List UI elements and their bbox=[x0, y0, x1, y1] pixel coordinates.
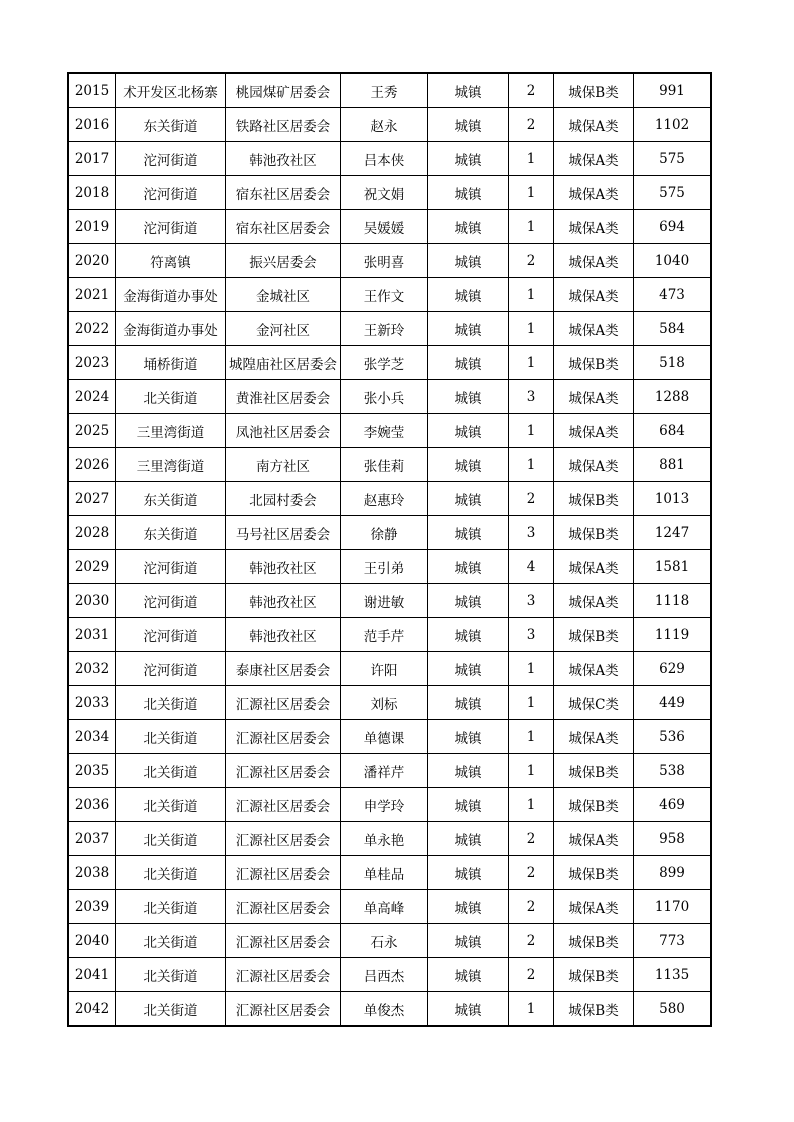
category-cell: 城保A类 bbox=[554, 584, 634, 618]
name-cell: 赵惠玲 bbox=[341, 482, 428, 516]
amount-cell: 629 bbox=[634, 652, 712, 686]
amount-cell: 1013 bbox=[634, 482, 712, 516]
name-cell: 张学芝 bbox=[341, 346, 428, 380]
household-count-cell: 1 bbox=[509, 788, 554, 822]
table-row bbox=[68, 108, 711, 142]
street-cell: 北关街道 bbox=[116, 754, 226, 788]
amount-cell: 536 bbox=[634, 720, 712, 754]
amount-cell: 584 bbox=[634, 312, 712, 346]
table-row bbox=[68, 584, 711, 618]
residence-type-cell: 城镇 bbox=[428, 924, 509, 958]
name-cell: 张明喜 bbox=[341, 244, 428, 278]
street-cell: 东关街道 bbox=[116, 516, 226, 550]
household-count-cell: 3 bbox=[509, 618, 554, 652]
table-row bbox=[68, 482, 711, 516]
community-cell: 北园村委会 bbox=[226, 482, 341, 516]
household-count-cell: 2 bbox=[509, 244, 554, 278]
community-cell: 城隍庙社区居委会 bbox=[226, 346, 341, 380]
table-row bbox=[68, 448, 711, 482]
street-cell: 北关街道 bbox=[116, 380, 226, 414]
street-cell: 沱河街道 bbox=[116, 176, 226, 210]
category-cell: 城保B类 bbox=[554, 346, 634, 380]
table-row bbox=[68, 516, 711, 550]
table-row bbox=[68, 278, 711, 312]
amount-cell: 991 bbox=[634, 73, 712, 108]
amount-cell: 518 bbox=[634, 346, 712, 380]
amount-cell: 580 bbox=[634, 992, 712, 1027]
amount-cell: 469 bbox=[634, 788, 712, 822]
name-cell: 单永艳 bbox=[341, 822, 428, 856]
category-cell: 城保A类 bbox=[554, 380, 634, 414]
amount-cell: 575 bbox=[634, 142, 712, 176]
household-count-cell: 2 bbox=[509, 822, 554, 856]
household-count-cell: 2 bbox=[509, 73, 554, 108]
table-row bbox=[68, 176, 711, 210]
street-cell: 术开发区北杨寨 bbox=[116, 73, 226, 108]
table-row bbox=[68, 142, 711, 176]
row-id-cell: 2020 bbox=[68, 244, 116, 278]
household-count-cell: 1 bbox=[509, 720, 554, 754]
table-row bbox=[68, 822, 711, 856]
row-id-cell: 2029 bbox=[68, 550, 116, 584]
residence-type-cell: 城镇 bbox=[428, 992, 509, 1027]
table-row bbox=[68, 686, 711, 720]
row-id-cell: 2040 bbox=[68, 924, 116, 958]
category-cell: 城保A类 bbox=[554, 448, 634, 482]
row-id-cell: 2035 bbox=[68, 754, 116, 788]
row-id-cell: 2017 bbox=[68, 142, 116, 176]
residence-type-cell: 城镇 bbox=[428, 958, 509, 992]
data-table bbox=[67, 72, 712, 1027]
amount-cell: 449 bbox=[634, 686, 712, 720]
street-cell: 北关街道 bbox=[116, 686, 226, 720]
category-cell: 城保B类 bbox=[554, 856, 634, 890]
street-cell: 沱河街道 bbox=[116, 210, 226, 244]
name-cell: 李婉莹 bbox=[341, 414, 428, 448]
category-cell: 城保B类 bbox=[554, 754, 634, 788]
household-count-cell: 2 bbox=[509, 924, 554, 958]
amount-cell: 694 bbox=[634, 210, 712, 244]
street-cell: 东关街道 bbox=[116, 482, 226, 516]
amount-cell: 881 bbox=[634, 448, 712, 482]
community-cell: 汇源社区居委会 bbox=[226, 686, 341, 720]
residence-type-cell: 城镇 bbox=[428, 822, 509, 856]
category-cell: 城保A类 bbox=[554, 414, 634, 448]
table-row bbox=[68, 992, 711, 1027]
street-cell: 沱河街道 bbox=[116, 618, 226, 652]
community-cell: 金河社区 bbox=[226, 312, 341, 346]
community-cell: 汇源社区居委会 bbox=[226, 822, 341, 856]
row-id-cell: 2016 bbox=[68, 108, 116, 142]
name-cell: 王作文 bbox=[341, 278, 428, 312]
row-id-cell: 2032 bbox=[68, 652, 116, 686]
community-cell: 南方社区 bbox=[226, 448, 341, 482]
category-cell: 城保A类 bbox=[554, 550, 634, 584]
amount-cell: 575 bbox=[634, 176, 712, 210]
table-row bbox=[68, 346, 711, 380]
household-count-cell: 3 bbox=[509, 380, 554, 414]
residence-type-cell: 城镇 bbox=[428, 312, 509, 346]
street-cell: 埇桥街道 bbox=[116, 346, 226, 380]
street-cell: 北关街道 bbox=[116, 924, 226, 958]
amount-cell: 1247 bbox=[634, 516, 712, 550]
row-id-cell: 2041 bbox=[68, 958, 116, 992]
household-count-cell: 2 bbox=[509, 482, 554, 516]
household-count-cell: 2 bbox=[509, 856, 554, 890]
household-count-cell: 2 bbox=[509, 958, 554, 992]
household-count-cell: 1 bbox=[509, 278, 554, 312]
residence-type-cell: 城镇 bbox=[428, 346, 509, 380]
table-row bbox=[68, 856, 711, 890]
street-cell: 北关街道 bbox=[116, 788, 226, 822]
residence-type-cell: 城镇 bbox=[428, 550, 509, 584]
community-cell: 振兴居委会 bbox=[226, 244, 341, 278]
table-row bbox=[68, 244, 711, 278]
table-row bbox=[68, 788, 711, 822]
residence-type-cell: 城镇 bbox=[428, 73, 509, 108]
household-count-cell: 2 bbox=[509, 108, 554, 142]
community-cell: 汇源社区居委会 bbox=[226, 992, 341, 1027]
household-count-cell: 3 bbox=[509, 584, 554, 618]
row-id-cell: 2038 bbox=[68, 856, 116, 890]
name-cell: 单德课 bbox=[341, 720, 428, 754]
street-cell: 北关街道 bbox=[116, 720, 226, 754]
row-id-cell: 2021 bbox=[68, 278, 116, 312]
table-row bbox=[68, 958, 711, 992]
street-cell: 北关街道 bbox=[116, 856, 226, 890]
community-cell: 汇源社区居委会 bbox=[226, 856, 341, 890]
category-cell: 城保B类 bbox=[554, 958, 634, 992]
row-id-cell: 2026 bbox=[68, 448, 116, 482]
street-cell: 北关街道 bbox=[116, 890, 226, 924]
community-cell: 马号社区居委会 bbox=[226, 516, 341, 550]
residence-type-cell: 城镇 bbox=[428, 788, 509, 822]
street-cell: 金海街道办事处 bbox=[116, 278, 226, 312]
community-cell: 桃园煤矿居委会 bbox=[226, 73, 341, 108]
category-cell: 城保B类 bbox=[554, 992, 634, 1027]
community-cell: 金城社区 bbox=[226, 278, 341, 312]
row-id-cell: 2022 bbox=[68, 312, 116, 346]
community-cell: 汇源社区居委会 bbox=[226, 890, 341, 924]
residence-type-cell: 城镇 bbox=[428, 176, 509, 210]
amount-cell: 1119 bbox=[634, 618, 712, 652]
community-cell: 泰康社区居委会 bbox=[226, 652, 341, 686]
name-cell: 单俊杰 bbox=[341, 992, 428, 1027]
category-cell: 城保A类 bbox=[554, 176, 634, 210]
name-cell: 许阳 bbox=[341, 652, 428, 686]
row-id-cell: 2015 bbox=[68, 73, 116, 108]
residence-type-cell: 城镇 bbox=[428, 210, 509, 244]
row-id-cell: 2024 bbox=[68, 380, 116, 414]
household-count-cell: 1 bbox=[509, 992, 554, 1027]
street-cell: 北关街道 bbox=[116, 992, 226, 1027]
amount-cell: 899 bbox=[634, 856, 712, 890]
community-cell: 韩池孜社区 bbox=[226, 584, 341, 618]
category-cell: 城保B类 bbox=[554, 924, 634, 958]
household-count-cell: 1 bbox=[509, 448, 554, 482]
household-count-cell: 1 bbox=[509, 312, 554, 346]
street-cell: 沱河街道 bbox=[116, 142, 226, 176]
category-cell: 城保C类 bbox=[554, 686, 634, 720]
residence-type-cell: 城镇 bbox=[428, 142, 509, 176]
category-cell: 城保A类 bbox=[554, 108, 634, 142]
name-cell: 张小兵 bbox=[341, 380, 428, 414]
name-cell: 石永 bbox=[341, 924, 428, 958]
name-cell: 徐静 bbox=[341, 516, 428, 550]
community-cell: 汇源社区居委会 bbox=[226, 720, 341, 754]
category-cell: 城保A类 bbox=[554, 652, 634, 686]
amount-cell: 684 bbox=[634, 414, 712, 448]
table-row bbox=[68, 312, 711, 346]
name-cell: 申学玲 bbox=[341, 788, 428, 822]
household-count-cell: 1 bbox=[509, 754, 554, 788]
row-id-cell: 2025 bbox=[68, 414, 116, 448]
street-cell: 沱河街道 bbox=[116, 652, 226, 686]
residence-type-cell: 城镇 bbox=[428, 414, 509, 448]
household-count-cell: 1 bbox=[509, 210, 554, 244]
category-cell: 城保A类 bbox=[554, 278, 634, 312]
name-cell: 单桂品 bbox=[341, 856, 428, 890]
amount-cell: 1118 bbox=[634, 584, 712, 618]
name-cell: 吴媛媛 bbox=[341, 210, 428, 244]
category-cell: 城保B类 bbox=[554, 73, 634, 108]
street-cell: 三里湾街道 bbox=[116, 414, 226, 448]
community-cell: 铁路社区居委会 bbox=[226, 108, 341, 142]
street-cell: 金海街道办事处 bbox=[116, 312, 226, 346]
amount-cell: 1135 bbox=[634, 958, 712, 992]
row-id-cell: 2036 bbox=[68, 788, 116, 822]
community-cell: 黄淮社区居委会 bbox=[226, 380, 341, 414]
amount-cell: 473 bbox=[634, 278, 712, 312]
amount-cell: 1288 bbox=[634, 380, 712, 414]
residence-type-cell: 城镇 bbox=[428, 890, 509, 924]
category-cell: 城保B类 bbox=[554, 482, 634, 516]
row-id-cell: 2028 bbox=[68, 516, 116, 550]
amount-cell: 773 bbox=[634, 924, 712, 958]
row-id-cell: 2039 bbox=[68, 890, 116, 924]
category-cell: 城保B类 bbox=[554, 618, 634, 652]
name-cell: 王引弟 bbox=[341, 550, 428, 584]
residence-type-cell: 城镇 bbox=[428, 482, 509, 516]
table-row bbox=[68, 754, 711, 788]
category-cell: 城保B类 bbox=[554, 788, 634, 822]
household-count-cell: 1 bbox=[509, 686, 554, 720]
category-cell: 城保A类 bbox=[554, 822, 634, 856]
name-cell: 赵永 bbox=[341, 108, 428, 142]
household-count-cell: 1 bbox=[509, 176, 554, 210]
street-cell: 东关街道 bbox=[116, 108, 226, 142]
household-count-cell: 1 bbox=[509, 652, 554, 686]
table-row bbox=[68, 618, 711, 652]
name-cell: 张佳莉 bbox=[341, 448, 428, 482]
name-cell: 王新玲 bbox=[341, 312, 428, 346]
community-cell: 汇源社区居委会 bbox=[226, 924, 341, 958]
residence-type-cell: 城镇 bbox=[428, 108, 509, 142]
community-cell: 凤池社区居委会 bbox=[226, 414, 341, 448]
category-cell: 城保A类 bbox=[554, 720, 634, 754]
amount-cell: 1581 bbox=[634, 550, 712, 584]
row-id-cell: 2019 bbox=[68, 210, 116, 244]
street-cell: 符离镇 bbox=[116, 244, 226, 278]
row-id-cell: 2030 bbox=[68, 584, 116, 618]
table-row bbox=[68, 720, 711, 754]
name-cell: 祝文娟 bbox=[341, 176, 428, 210]
household-count-cell: 1 bbox=[509, 142, 554, 176]
row-id-cell: 2042 bbox=[68, 992, 116, 1027]
row-id-cell: 2018 bbox=[68, 176, 116, 210]
community-cell: 韩池孜社区 bbox=[226, 550, 341, 584]
residence-type-cell: 城镇 bbox=[428, 584, 509, 618]
category-cell: 城保B类 bbox=[554, 516, 634, 550]
name-cell: 吕本侠 bbox=[341, 142, 428, 176]
household-count-cell: 1 bbox=[509, 346, 554, 380]
residence-type-cell: 城镇 bbox=[428, 278, 509, 312]
residence-type-cell: 城镇 bbox=[428, 516, 509, 550]
row-id-cell: 2037 bbox=[68, 822, 116, 856]
household-count-cell: 2 bbox=[509, 890, 554, 924]
household-count-cell: 3 bbox=[509, 516, 554, 550]
category-cell: 城保A类 bbox=[554, 890, 634, 924]
residence-type-cell: 城镇 bbox=[428, 856, 509, 890]
street-cell: 三里湾街道 bbox=[116, 448, 226, 482]
row-id-cell: 2027 bbox=[68, 482, 116, 516]
category-cell: 城保A类 bbox=[554, 312, 634, 346]
amount-cell: 538 bbox=[634, 754, 712, 788]
street-cell: 沱河街道 bbox=[116, 584, 226, 618]
community-cell: 宿东社区居委会 bbox=[226, 210, 341, 244]
table-row bbox=[68, 550, 711, 584]
row-id-cell: 2023 bbox=[68, 346, 116, 380]
community-cell: 汇源社区居委会 bbox=[226, 788, 341, 822]
table-row bbox=[68, 73, 711, 108]
name-cell: 吕西杰 bbox=[341, 958, 428, 992]
residence-type-cell: 城镇 bbox=[428, 618, 509, 652]
name-cell: 刘标 bbox=[341, 686, 428, 720]
name-cell: 谢进敏 bbox=[341, 584, 428, 618]
amount-cell: 1102 bbox=[634, 108, 712, 142]
residence-type-cell: 城镇 bbox=[428, 720, 509, 754]
household-count-cell: 4 bbox=[509, 550, 554, 584]
table-body bbox=[68, 73, 711, 1026]
residence-type-cell: 城镇 bbox=[428, 754, 509, 788]
residence-type-cell: 城镇 bbox=[428, 448, 509, 482]
community-cell: 韩池孜社区 bbox=[226, 618, 341, 652]
street-cell: 沱河街道 bbox=[116, 550, 226, 584]
table-row bbox=[68, 890, 711, 924]
community-cell: 宿东社区居委会 bbox=[226, 176, 341, 210]
table-row bbox=[68, 210, 711, 244]
community-cell: 韩池孜社区 bbox=[226, 142, 341, 176]
row-id-cell: 2031 bbox=[68, 618, 116, 652]
table-row bbox=[68, 380, 711, 414]
amount-cell: 1170 bbox=[634, 890, 712, 924]
name-cell: 单高峰 bbox=[341, 890, 428, 924]
row-id-cell: 2034 bbox=[68, 720, 116, 754]
residence-type-cell: 城镇 bbox=[428, 244, 509, 278]
residence-type-cell: 城镇 bbox=[428, 380, 509, 414]
name-cell: 范手芹 bbox=[341, 618, 428, 652]
table-row bbox=[68, 414, 711, 448]
name-cell: 王秀 bbox=[341, 73, 428, 108]
table-row bbox=[68, 652, 711, 686]
community-cell: 汇源社区居委会 bbox=[226, 958, 341, 992]
category-cell: 城保A类 bbox=[554, 244, 634, 278]
category-cell: 城保A类 bbox=[554, 142, 634, 176]
community-cell: 汇源社区居委会 bbox=[226, 754, 341, 788]
amount-cell: 1040 bbox=[634, 244, 712, 278]
residence-type-cell: 城镇 bbox=[428, 652, 509, 686]
residence-type-cell: 城镇 bbox=[428, 686, 509, 720]
table-row bbox=[68, 924, 711, 958]
household-count-cell: 1 bbox=[509, 414, 554, 448]
street-cell: 北关街道 bbox=[116, 958, 226, 992]
name-cell: 潘祥芹 bbox=[341, 754, 428, 788]
amount-cell: 958 bbox=[634, 822, 712, 856]
category-cell: 城保A类 bbox=[554, 210, 634, 244]
row-id-cell: 2033 bbox=[68, 686, 116, 720]
street-cell: 北关街道 bbox=[116, 822, 226, 856]
